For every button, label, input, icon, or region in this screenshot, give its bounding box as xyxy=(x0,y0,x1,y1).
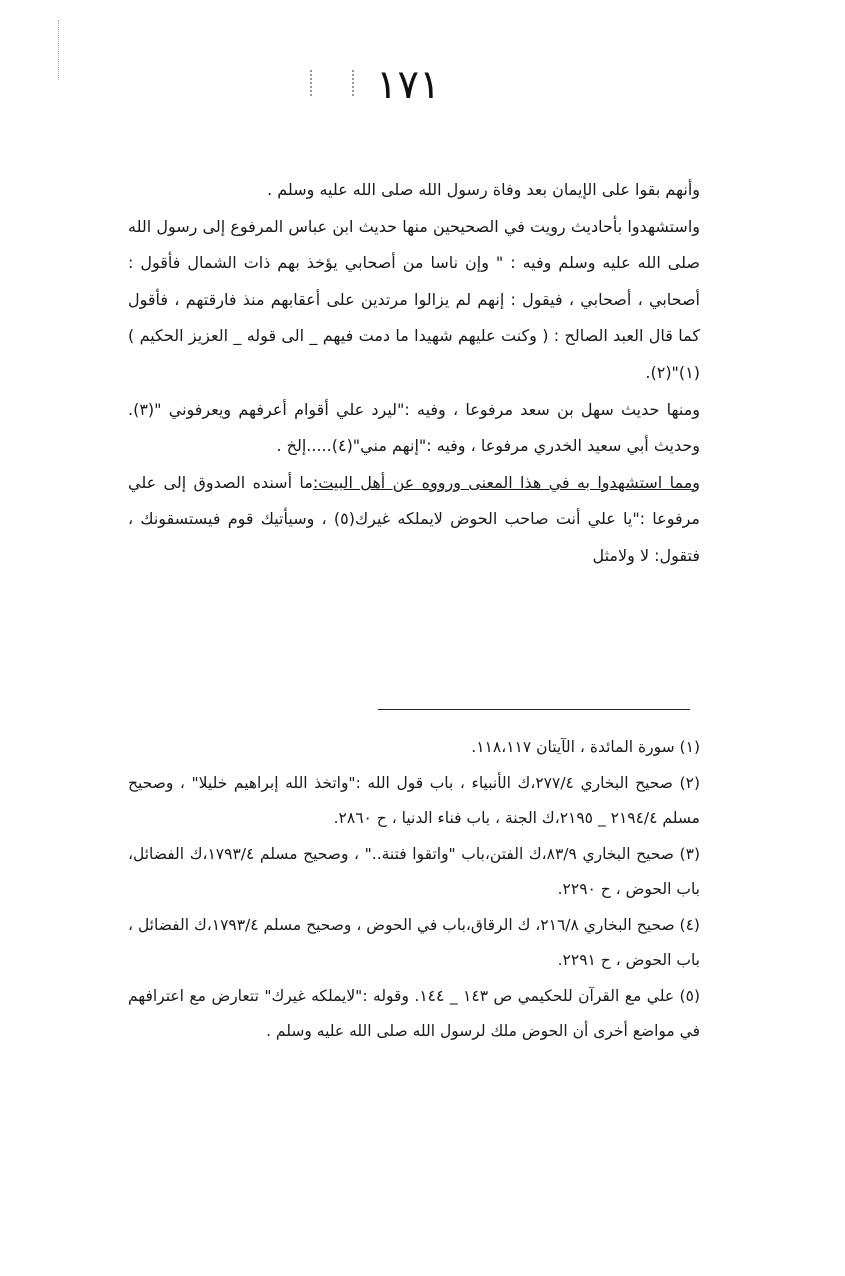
footnote-5: (٥) علي مع القرآن للحكيمي ص ١٤٣ _ ١٤٤. وقوله :"لايملكه غيرك" تتعارض مع اعترافهم في مواضع أخرى أن الحوض ملك لرسول الله صلى الله عليه وسلم . xyxy=(128,986,700,1040)
paragraph-1: وأنهم بقوا على الإيمان بعد وفاة رسول الله صلى الله عليه وسلم . xyxy=(267,180,700,199)
footnote-3: (٣) صحيح البخاري ٨٣/٩،ك الفتن،باب "واتقوا فتنة.." ، وصحيح مسلم ١٧٩٣/٤،ك الفضائل، باب الحوض ، ح ٢٢٩٠. xyxy=(128,844,700,898)
paragraph-4 xyxy=(128,465,700,575)
scan-artifact-mark xyxy=(310,70,354,96)
footnote-divider xyxy=(378,709,690,710)
footnote-4: (٤) صحيح البخاري ٢١٦/٨، ك الرقاق،باب في الحوض ، وصحيح مسلم ١٧٩٣/٤،ك الفضائل ، باب الحوض ، ح ٢٢٩١. xyxy=(128,915,700,969)
main-text xyxy=(128,172,700,575)
scan-artifact xyxy=(58,20,61,80)
footnote-1: (١) سورة المائدة ، الآيتان ١١٨،١١٧. xyxy=(471,738,700,756)
paragraph-3: ومنها حديث سهل بن سعد مرفوعا ، وفيه :"ليرد علي أقوام أعرفهم ويعرفوني "(٣). وحديث أبي سعيد الخدري مرفوعا ، وفيه :"إنهم مني"(٤).....إلخ . xyxy=(128,399,700,456)
paragraph-4-rest: ما أسنده الصدوق إلى علي مرفوعا :"يا علي أنت صاحب الحوض لايملكه غيرك(٥) ، وسيأتيك قوم فيستسقونك ، فتقول: لا ولامثل xyxy=(128,472,700,565)
footnote-2: (٢) صحيح البخاري ٢٧٧/٤،ك الأنبياء ، باب قول الله :"واتخذ الله إبراهيم خليلا" ، وصحيح مسلم ٢١٩٤/٤ _ ٢١٩٥،ك الجنة ، باب فناء الدنيا ، ح ٢٨٦٠. xyxy=(128,773,700,827)
page-number: ١٧١ xyxy=(376,62,441,108)
footnotes xyxy=(128,730,700,1050)
paragraph-4-underlined: ومما استشهدوا به في هذا المعنى ورووه عن أهل البيت: xyxy=(312,472,701,492)
paragraph-2: واستشهدوا بأحاديث رويت في الصحيحين منها حديث ابن عباس المرفوع إلى رسول الله صلى الله عليه وسلم وفيه : " وإن ناسا من أصحابي يؤخذ بهم ذات الشمال فأقول : أصحابي ، أصحابي ، فيقول : إنهم لم يزالوا مرتدين على أعقابهم منذ فارقتهم ، فأقول كما قال العبد الصالح : ( وكنت عليهم شهيدا ما دمت فيهم _ الى قوله _ العزيز الحكيم )(١)"(٢). xyxy=(128,216,700,382)
